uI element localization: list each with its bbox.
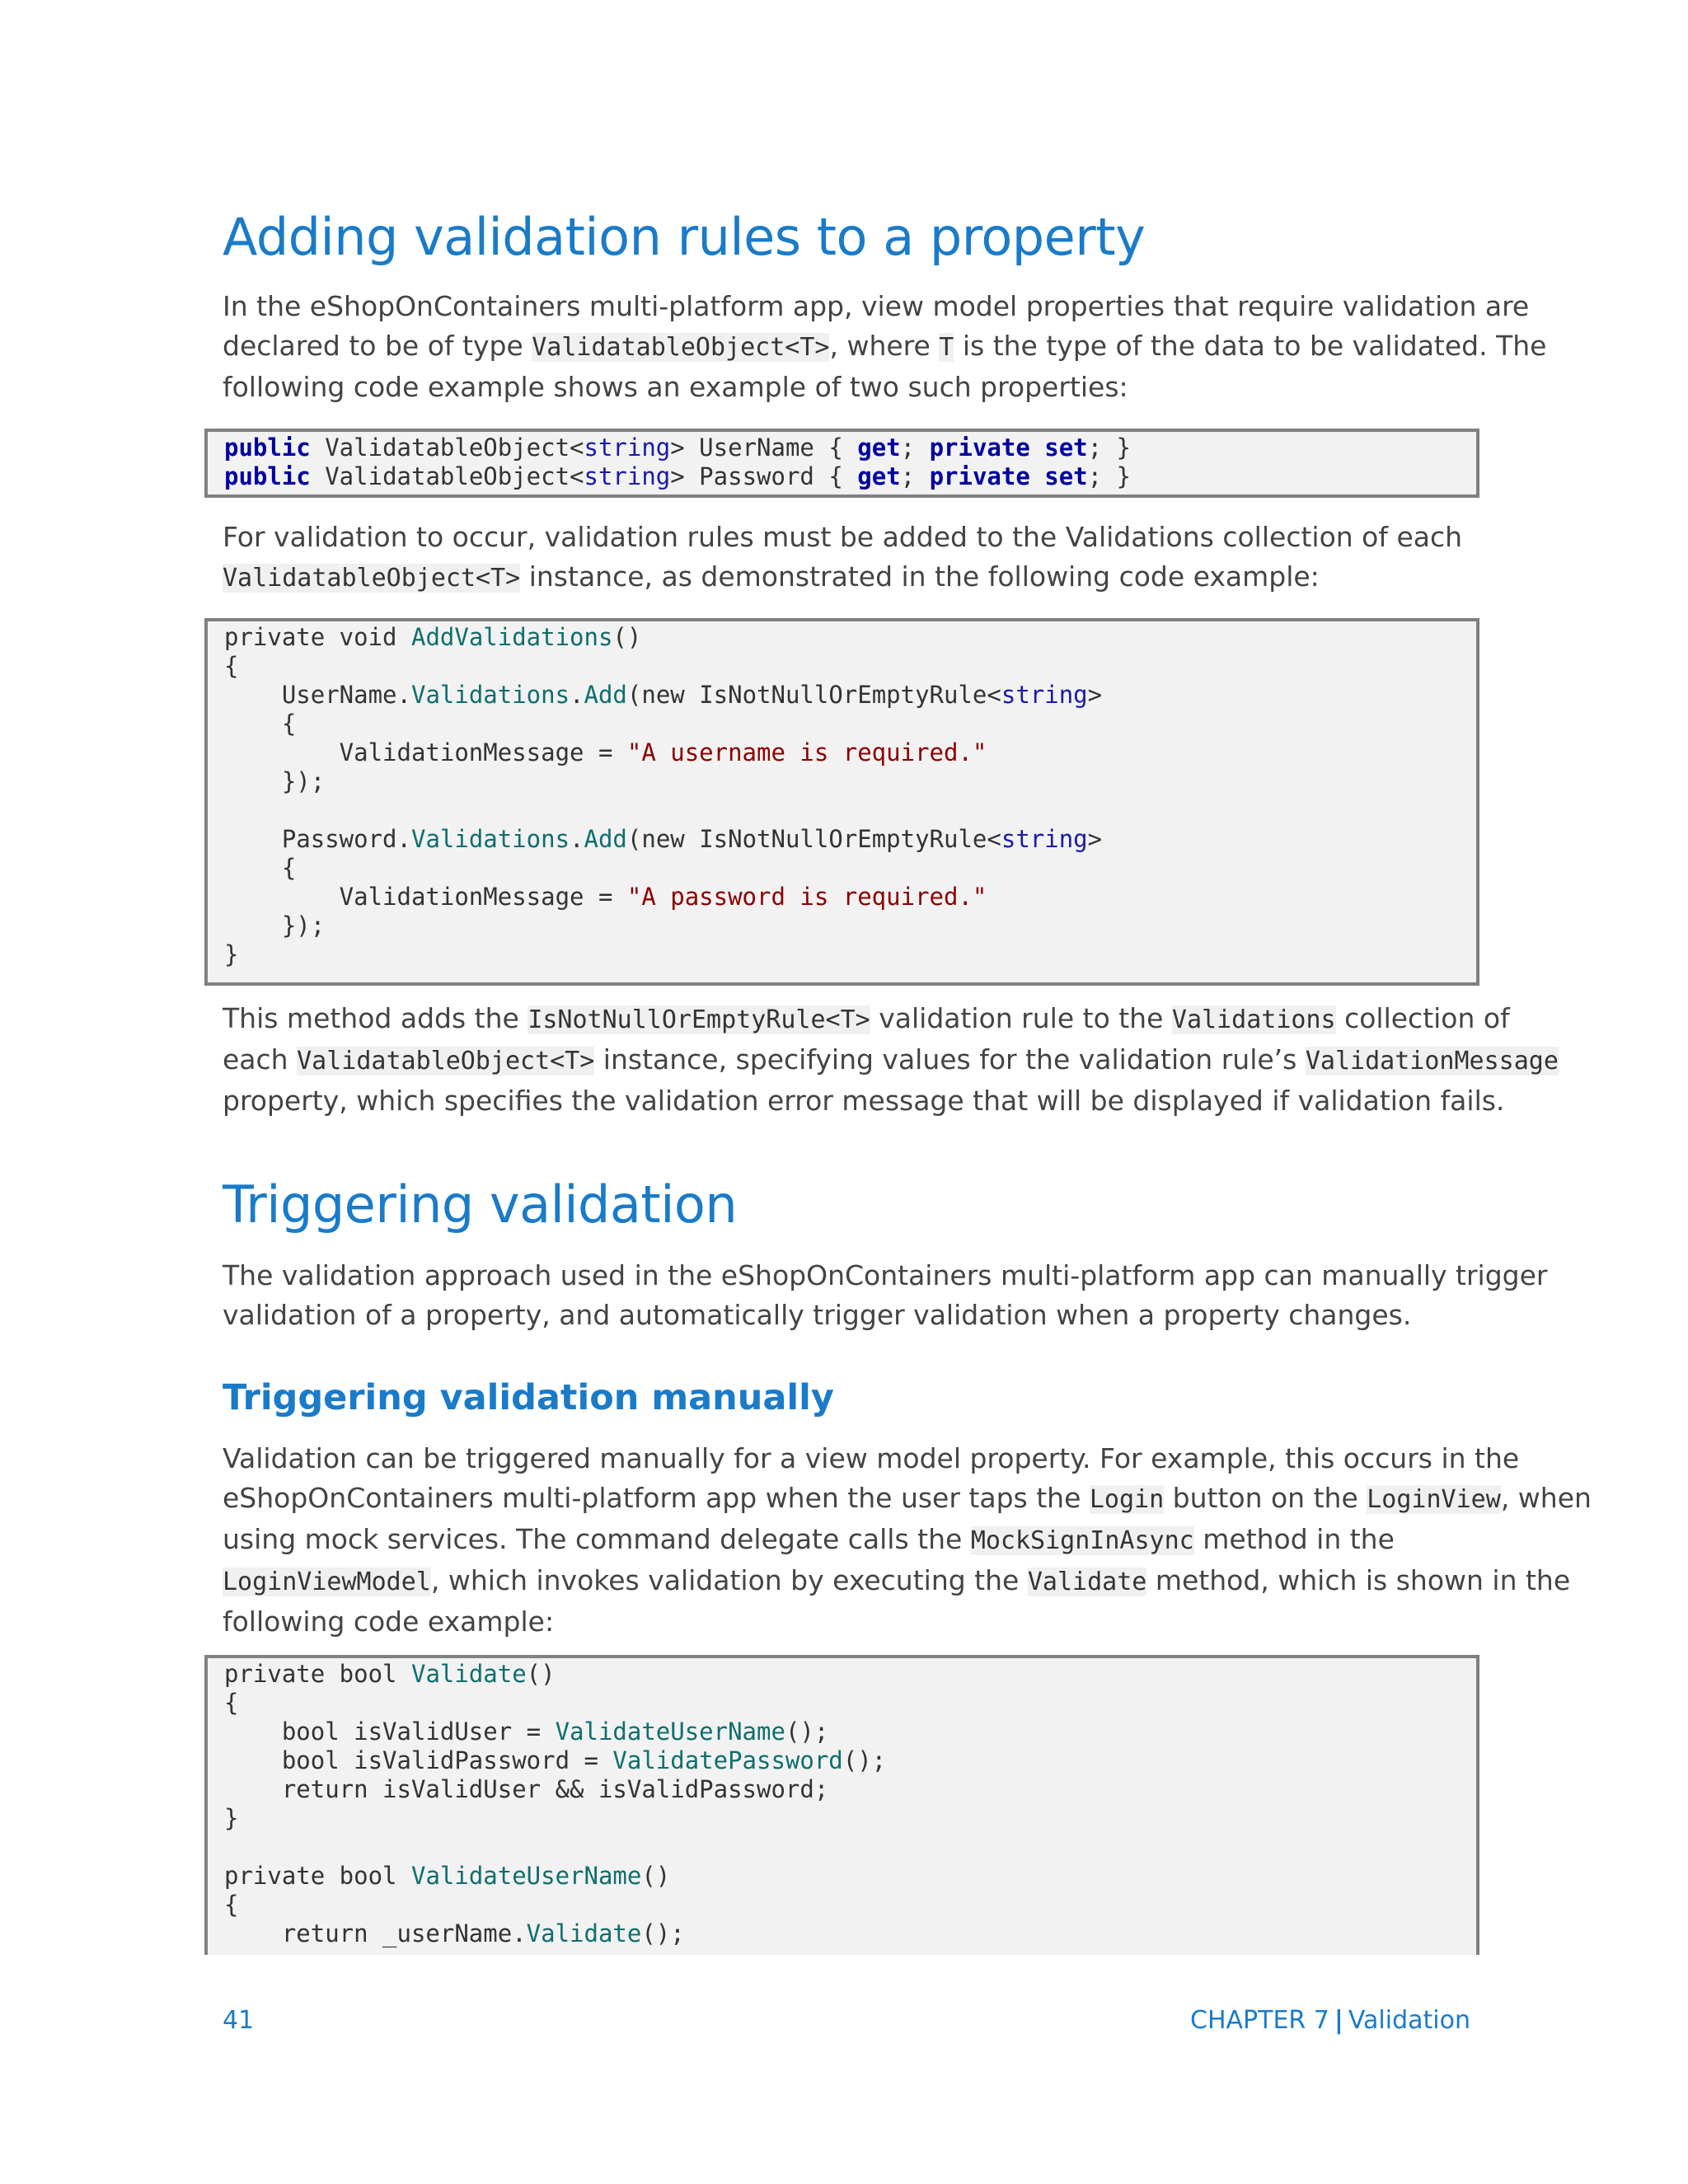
text-line: following code example: xyxy=(223,1605,555,1638)
text-line xyxy=(223,1040,1559,1081)
text-run: declared to be of type xyxy=(223,330,532,362)
text-run: button on the xyxy=(1164,1482,1367,1514)
code-text: > Password { xyxy=(670,462,858,490)
code-type: string xyxy=(584,434,671,462)
code-text: () xyxy=(526,1660,556,1688)
text-run: collection of xyxy=(1335,1002,1510,1034)
code-text: > UserName { xyxy=(670,434,858,462)
code-keyword: public xyxy=(224,462,311,490)
code-text: private bool xyxy=(224,1660,411,1688)
code-keyword: set xyxy=(1044,462,1088,490)
text-line: Validation can be triggered manually for a view model property. For example, this occurs in the xyxy=(223,1442,1520,1474)
text-line: In the eShopOnContainers multi-platform app, view model properties that require validation are xyxy=(223,290,1530,322)
inline-code: ValidatableObject<T> xyxy=(532,333,830,362)
code-line xyxy=(224,623,1476,652)
code-method: Validate xyxy=(526,1919,642,1947)
code-text: (new IsNotNullOrEmptyRule< xyxy=(626,681,1001,709)
code-method: Add xyxy=(584,681,627,709)
code-method: ValidatePassword xyxy=(612,1746,843,1774)
code-line xyxy=(224,1862,1476,1891)
code-string: "A username is required." xyxy=(626,738,987,766)
triggering-intro-paragraph xyxy=(223,1256,1548,1335)
text-line xyxy=(223,1479,1592,1520)
code-line: return isValidUser && isValidPassword; xyxy=(224,1775,829,1803)
text-line xyxy=(223,1520,1475,1561)
code-text: (); xyxy=(641,1919,685,1947)
text-run: instance, as demonstrated in the following code example: xyxy=(520,560,1320,593)
code-keyword: private xyxy=(929,434,1030,462)
text-line xyxy=(223,557,1475,598)
text-line xyxy=(223,1561,1571,1602)
code-line: { xyxy=(224,1891,239,1919)
subheading-triggering-validation-manually: Triggering validation manually xyxy=(223,1377,834,1418)
section-heading-triggering-validation: Triggering validation xyxy=(223,1174,738,1235)
inline-code: ValidationMessage xyxy=(1305,1047,1559,1076)
code-keyword: set xyxy=(1044,434,1088,462)
inline-code: IsNotNullOrEmptyRule<T> xyxy=(528,1005,870,1034)
text-line xyxy=(223,999,1510,1040)
inline-code: Validations xyxy=(1171,1005,1336,1034)
inline-code: MockSignInAsync xyxy=(970,1526,1194,1555)
inline-code: T xyxy=(939,333,954,362)
code-text: ; xyxy=(900,462,930,490)
code-text: bool isValidPassword = xyxy=(224,1746,613,1774)
code-method: ValidateUserName xyxy=(555,1718,785,1746)
text-line: The validation approach used in the eShopOnContainers multi-platform app can manually trigger xyxy=(223,1259,1548,1291)
code-method: Validations xyxy=(410,825,570,853)
code-method: Add xyxy=(584,825,627,853)
text-run: eShopOnContainers multi-platform app when the user taps the xyxy=(223,1482,1090,1514)
chapter-footer xyxy=(1190,2004,1470,2037)
inline-code: Login xyxy=(1089,1485,1165,1514)
text-run: each xyxy=(223,1043,298,1076)
code-text: ValidationMessage = xyxy=(224,883,627,911)
text-run: , where xyxy=(829,330,940,362)
code-line: }); xyxy=(224,767,326,795)
intro-paragraph xyxy=(223,287,1547,407)
code-text: bool isValidUser = xyxy=(224,1718,556,1746)
code-line xyxy=(224,1746,1476,1775)
code-text: private bool xyxy=(224,1862,411,1890)
page-number: 41 xyxy=(223,2006,255,2035)
code-text: (); xyxy=(842,1746,887,1774)
code-keyword: get xyxy=(857,434,901,462)
inline-code: LoginView xyxy=(1367,1485,1501,1514)
text-run: is the type of the data to be validated. The xyxy=(954,330,1547,362)
footer-separator: | xyxy=(1334,2006,1343,2035)
code-line xyxy=(224,1919,1476,1948)
code-line: { xyxy=(224,652,239,680)
code-line xyxy=(224,738,1476,767)
code-text: return _userName. xyxy=(224,1919,527,1947)
text-run: method in the xyxy=(1193,1523,1395,1555)
text-line xyxy=(223,326,1547,368)
inline-code: ValidatableObject<T> xyxy=(223,564,521,593)
inline-code: ValidatableObject<T> xyxy=(297,1047,595,1076)
section-heading-adding-validation-rules: Adding validation rules to a property xyxy=(223,207,1146,267)
code-line xyxy=(224,1833,1476,1862)
code-line xyxy=(224,883,1476,912)
code-text: private void xyxy=(224,623,411,651)
code-text: ValidatableObject< xyxy=(310,434,584,462)
code-type: string xyxy=(1001,681,1088,709)
text-run: using mock services. The command delegate calls the xyxy=(223,1523,971,1555)
code-text: > xyxy=(1087,825,1103,853)
code-text: ; } xyxy=(1087,462,1132,490)
code-text: () xyxy=(641,1862,671,1890)
code-method: ValidateUserName xyxy=(410,1862,642,1890)
code-method: AddValidations xyxy=(410,623,613,651)
text-run: , when xyxy=(1500,1482,1592,1514)
code-block-validate xyxy=(204,1655,1479,1955)
code-line xyxy=(224,825,1476,854)
code-text: (); xyxy=(785,1718,829,1746)
code-text xyxy=(1030,462,1044,490)
code-line: } xyxy=(224,940,239,968)
code-line xyxy=(224,681,1476,710)
code-line: { xyxy=(224,1689,239,1717)
text-run: , which invokes validation by executing the xyxy=(430,1564,1028,1596)
code-type: string xyxy=(584,462,671,490)
code-text: (new IsNotNullOrEmptyRule< xyxy=(626,825,1001,853)
code-line: }); xyxy=(224,912,326,940)
paragraph-validations-collection xyxy=(223,518,1475,598)
code-line: } xyxy=(224,1804,239,1832)
code-line: { xyxy=(224,854,297,882)
chapter-title: Validation xyxy=(1348,2006,1470,2035)
text-run: validation rule to the xyxy=(870,1002,1172,1034)
code-type: string xyxy=(1001,825,1088,853)
inline-code: LoginViewModel xyxy=(223,1568,431,1596)
code-keyword: get xyxy=(857,462,901,490)
code-text: ; xyxy=(900,434,930,462)
paragraph-manual-trigger xyxy=(223,1439,1592,1642)
code-text: > xyxy=(1087,681,1103,709)
text-line: property, which specifies the validation error message that will be displayed if validation fails. xyxy=(223,1085,1505,1117)
code-string: "A password is required." xyxy=(626,883,987,911)
code-line xyxy=(224,462,1476,491)
text-run: This method adds the xyxy=(223,1002,528,1034)
code-text: ValidatableObject< xyxy=(310,462,584,490)
text-line: validation of a property, and automatically trigger validation when a property changes. xyxy=(223,1299,1412,1331)
code-text: ; } xyxy=(1087,434,1132,462)
paragraph-method-explanation xyxy=(223,999,1559,1121)
code-keyword: public xyxy=(224,434,311,462)
code-block-properties xyxy=(204,429,1479,498)
code-line xyxy=(224,1660,1476,1689)
text-run: method, which is shown in the xyxy=(1146,1564,1571,1596)
code-line: { xyxy=(224,710,297,738)
code-text: ValidationMessage = xyxy=(224,738,627,766)
code-text: UserName. xyxy=(224,681,411,709)
code-text: () xyxy=(612,623,642,651)
code-block-add-validations xyxy=(204,618,1479,986)
code-text: . xyxy=(570,825,584,853)
code-method: Validations xyxy=(410,681,570,709)
code-line xyxy=(224,434,1476,462)
code-text: Password. xyxy=(224,825,411,853)
code-method: Validate xyxy=(410,1660,527,1688)
code-text xyxy=(1030,434,1044,462)
code-text: . xyxy=(570,681,584,709)
text-line: following code example shows an example of two such properties: xyxy=(223,371,1128,403)
code-line xyxy=(224,796,1476,825)
text-line: For validation to occur, validation rules must be added to the Validations collection of each xyxy=(223,521,1463,553)
code-line xyxy=(224,1718,1476,1746)
text-run: instance, specifying values for the validation rule’s xyxy=(594,1043,1306,1076)
code-keyword: private xyxy=(929,462,1030,490)
chapter-label: CHAPTER 7 xyxy=(1190,2006,1329,2035)
inline-code: Validate xyxy=(1027,1568,1147,1596)
